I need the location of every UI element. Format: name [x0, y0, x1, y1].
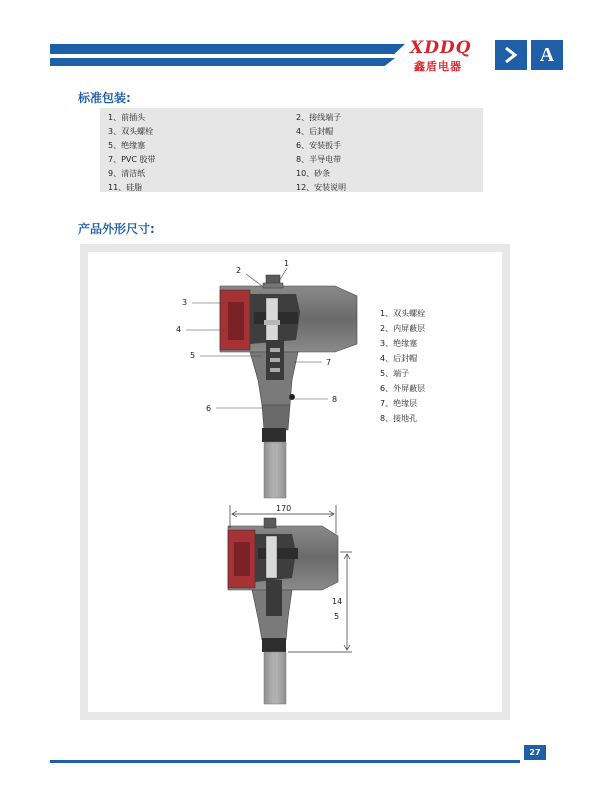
footer-rule: [50, 760, 520, 763]
callout-1: 1: [284, 259, 290, 268]
legend-item: 2、内屏蔽层: [380, 324, 426, 333]
package-item: 12、安装说明: [296, 183, 347, 192]
package-item: 4、后封帽: [296, 127, 334, 136]
package-item: 8、半导电带: [296, 155, 342, 164]
connector-top: [220, 275, 357, 498]
callout-7: 7: [326, 358, 332, 367]
section-letter-badge: A: [531, 40, 563, 70]
package-item: 3、双头螺栓: [108, 127, 154, 136]
legend-item: 8、接地孔: [380, 414, 418, 423]
package-item: 9、清洁纸: [108, 169, 146, 178]
legend-item: 4、后封帽: [380, 354, 418, 363]
callout-5: 5: [190, 351, 196, 360]
package-item: 6、安装扳手: [296, 141, 342, 150]
dimensions-title: 产品外形尺寸:: [78, 222, 155, 236]
package-item: 10、砂条: [296, 169, 331, 178]
package-item: 11、硅脂: [108, 183, 143, 192]
callout-8: 8: [332, 395, 338, 404]
page-number: 27: [524, 745, 546, 760]
height-dimension-label-1: 14: [332, 597, 343, 606]
height-dimension-label-2: 5: [334, 612, 340, 621]
legend-item: 3、绝缘塞: [380, 339, 418, 348]
package-item: 1、前插头: [108, 113, 146, 122]
package-title: 标准包装:: [78, 91, 131, 105]
package-item: 5、绝缘塞: [108, 141, 146, 150]
callout-3: 3: [182, 298, 188, 307]
legend-item: 7、绝缘层: [380, 399, 418, 408]
callout-2: 2: [236, 266, 242, 275]
legend-item: 6、外屏蔽层: [380, 384, 426, 393]
package-item: 2、接线端子: [296, 113, 342, 122]
logo-name: 鑫盾电器: [414, 60, 462, 73]
callout-6: 6: [206, 404, 212, 413]
callout-4: 4: [176, 325, 182, 334]
legend-item: 5、端子: [380, 369, 410, 378]
logo-mark: XDDQ: [410, 38, 472, 58]
width-dimension-label: 170: [276, 504, 292, 513]
legend-item: 1、双头螺栓: [380, 309, 426, 318]
parts-legend: [380, 306, 425, 426]
package-item: 7、PVC 胶带: [108, 155, 156, 164]
connector-bottom: [228, 518, 338, 704]
